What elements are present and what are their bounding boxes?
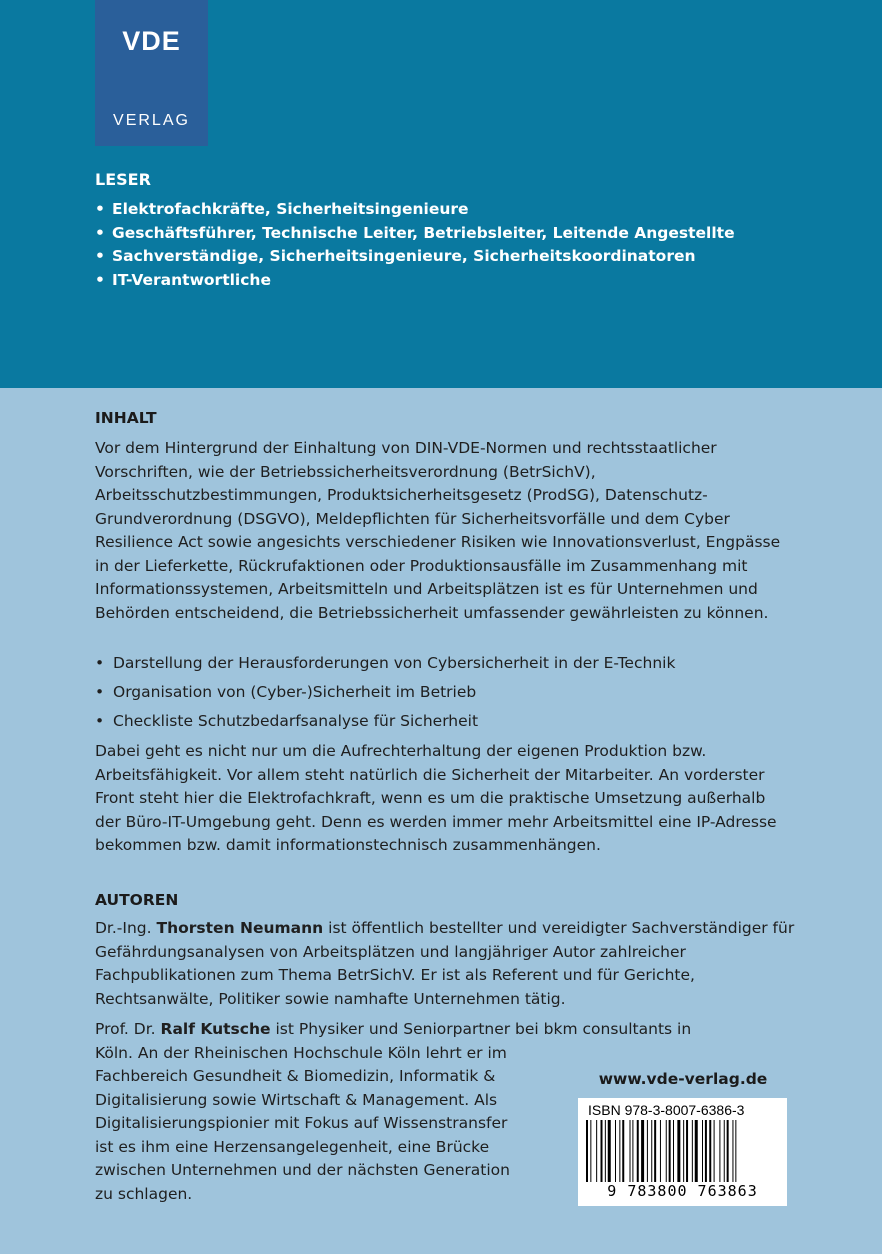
barcode-bar — [673, 1120, 674, 1182]
barcode-bar — [608, 1120, 611, 1182]
isbn-digits: 9 783800 763863 — [607, 1182, 758, 1200]
barcode-bar — [677, 1120, 680, 1182]
barcode-bar — [605, 1120, 606, 1182]
vde-logo — [95, 0, 208, 146]
leser-item: • IT-Verantwortliche — [95, 269, 735, 293]
isbn-barcode — [578, 1098, 787, 1206]
barcode-bar — [630, 1120, 631, 1182]
barcode-bar — [727, 1120, 729, 1182]
barcode-bar — [651, 1120, 652, 1182]
barcode-bar — [683, 1120, 684, 1182]
publisher-url[interactable]: www.vde-verlag.de — [598, 1070, 768, 1088]
barcode-bar — [666, 1120, 667, 1182]
author-1-prefix: Dr.-Ing. — [95, 919, 152, 937]
barcode-bar — [615, 1120, 616, 1182]
inhalt-bullets — [95, 652, 675, 739]
logo-text: VDE — [122, 26, 181, 56]
leser-item: • Geschäftsführer, Technische Leiter, Betriebsleiter, Leitende Angestellte — [95, 222, 735, 246]
inhalt-paragraph-2: Dabei geht es nicht nur um die Aufrechterhaltung der eigenen Produktion bzw. Arbeitsfähigkeit. Vor allem steht natürlich die Sicherheit der Mitarbeiter. An vorderster Front steht hier die Elektrofachkraft, wenn es um die praktische Umsetzung außerhalb der Büro-IT-Umgebung geht. Denn es werden immer mehr Arbeitsmittel eine IP-Adresse bekommen bzw. damit informationstechnisch zusammenhängen. — [95, 742, 777, 854]
author-2-line: Digitalisierungspionier mit Fokus auf Wissenstransfer — [95, 1114, 508, 1132]
barcode-bar — [632, 1120, 633, 1182]
author-1-bio — [95, 917, 795, 1011]
author-1-text: ist öffentlich bestellter und vereidigter Sachverständiger für Gefährdungsanalysen von Arbeitsplätzen und langjähriger Autor zahlreicher Fachpublikationen zum Thema BetrSichV. Er ist als Referent und für Gerichte, Rechtsanwälte, Politiker sowie namhafte Unternehmen tätig. — [95, 919, 795, 1008]
inhalt-bullet: • Organisation von (Cyber-)Sicherheit im Betrieb — [95, 681, 675, 710]
inhalt-paragraph-1: Vor dem Hintergrund der Einhaltung von DIN-VDE-Normen und rechtsstaatlicher Vorschriften, wie der Betriebssicherheitsverordnung (BetrSichV), Arbeitsschutzbestimmungen, Produktsicherheitsgesetz (ProdSG), Datenschutz-Grundverordnung (DSGVO), Meldepflichten für Sicherheitsvorfälle und dem Cyber Resilience Act sowie angesichts verschiedener Risiken wie Innovationsverlust, Engpässe in der Lieferkette, Rückrufaktionen oder Produktionsausfälle im Zusammenhang mit Informationssystemen, Arbeitsmitteln und Arbeitsplätzen ist es für Unternehmen und Behörden entscheidend, die Betriebssicherheit umfassender gewährleisten zu können. — [95, 439, 781, 622]
barcode-bar — [637, 1120, 639, 1182]
author-2-text: ist Physiker und Seniorpartner bei bkm consultants in — [275, 1020, 692, 1038]
author-1-name: Thorsten Neumann — [156, 919, 324, 937]
barcode-bar — [692, 1120, 693, 1182]
barcode-bar — [590, 1120, 591, 1182]
barcode-bar — [732, 1120, 733, 1182]
barcode-bar — [709, 1120, 711, 1182]
leser-item: • Elektrofachkräfte, Sicherheitsingenieure — [95, 198, 735, 222]
author-2-name: Ralf Kutsche — [160, 1020, 271, 1038]
isbn-label: ISBN 978-3-8007-6386-3 — [588, 1102, 745, 1118]
barcode-bar — [695, 1120, 698, 1182]
barcode-bar — [686, 1120, 688, 1182]
author-2-line: Fachbereich Gesundheit & Biomedizin, Informatik & — [95, 1067, 496, 1085]
barcode-bar — [586, 1120, 588, 1182]
barcode-bar — [601, 1120, 603, 1182]
barcode-bar — [654, 1120, 656, 1182]
barcode-bar — [641, 1120, 644, 1182]
inhalt-bullet: • Darstellung der Herausforderungen von Cybersicherheit in der E-Technik — [95, 652, 675, 681]
author-2-line: Digitalisierung sowie Wirtschaft & Management. Als — [95, 1090, 498, 1109]
leser-heading: LESER — [95, 170, 151, 189]
autoren-heading: AUTOREN — [95, 891, 179, 909]
author-2-line: zu schlagen. — [95, 1184, 193, 1203]
barcode-bar — [702, 1120, 703, 1182]
barcode-bar — [705, 1120, 707, 1182]
barcode-bar — [619, 1120, 620, 1182]
barcode-bar — [622, 1120, 624, 1182]
barcode-bar — [724, 1120, 725, 1182]
author-2-line: ist es ihm eine Herzensangelegenheit, eine Brücke — [95, 1137, 490, 1156]
barcode-bar — [669, 1120, 671, 1182]
logo-subtext: VERLAG — [113, 112, 190, 129]
barcode-bar — [719, 1120, 720, 1182]
inhalt-heading: INHALT — [95, 409, 157, 427]
barcode-bar — [660, 1120, 661, 1182]
barcode-bar — [596, 1120, 597, 1182]
barcode-bar — [714, 1120, 715, 1182]
author-2-prefix: Prof. Dr. — [95, 1020, 156, 1038]
leser-list — [95, 198, 735, 292]
inhalt-bullet: • Checkliste Schutzbedarfsanalyse für Sicherheit — [95, 710, 675, 739]
barcode-icon — [584, 1120, 781, 1182]
barcode-bar — [735, 1120, 736, 1182]
author-2-line: zwischen Unternehmen und der nächsten Generation — [95, 1161, 510, 1179]
barcode-bar — [647, 1120, 648, 1182]
leser-item: • Sachverständige, Sicherheitsingenieure, Sicherheitskoordinatoren — [95, 245, 735, 269]
author-2-line: Köln. An der Rheinischen Hochschule Köln lehrt er im — [95, 1043, 507, 1062]
